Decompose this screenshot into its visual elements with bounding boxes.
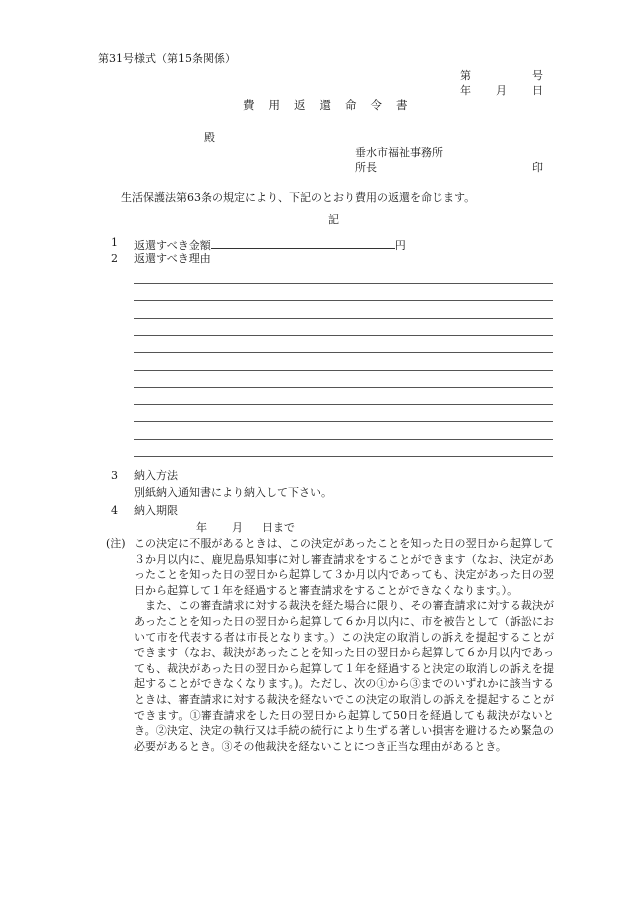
- note-body: [134, 536, 554, 754]
- intro-text: 生活保護法第63条の規定により、下記のとおり費用の返還を命じます。: [121, 191, 476, 204]
- item-2-label: 返還すべき理由: [134, 252, 211, 265]
- item-1-unit: 円: [394, 239, 406, 252]
- reason-line: [134, 370, 553, 371]
- reason-line: [134, 421, 553, 422]
- reason-line: [134, 352, 553, 353]
- reason-line: [134, 387, 553, 388]
- form-header: 第31号様式（第15条関係）: [98, 52, 236, 65]
- reason-line: [134, 456, 553, 457]
- document-title: 費用返還命令書: [243, 98, 422, 112]
- item-1-label: 返還すべき金額: [134, 239, 211, 252]
- reason-line: [134, 335, 553, 336]
- number-suffix: 号: [532, 69, 543, 82]
- reason-line: [134, 300, 553, 301]
- deadline-month: 月: [232, 521, 243, 534]
- item-4-number: 4: [111, 504, 118, 517]
- deadline-year: 年: [196, 521, 207, 534]
- item-3-number: 3: [111, 469, 118, 482]
- addressee-suffix: 殿: [204, 131, 215, 144]
- note-paragraph-1: この決定に不服があるときは、この決定があったことを知った日の翌日から起算して３か月以内に、鹿児島県知事に対し審査請求をすることができます（なお、決定があったことを知った日の翌日から起算して３か月以内であっても、決定があった日の翌日から起算して１年を経過すると審査請求をすることができなくなります。）。: [134, 537, 554, 597]
- ki-heading: 記: [328, 213, 339, 226]
- amount-blank-line: [211, 236, 395, 249]
- reason-line: [134, 439, 553, 440]
- deadline-day-until: 日まで: [262, 521, 295, 534]
- reason-line: [134, 283, 553, 284]
- issuer-office: 垂水市福祉事務所: [355, 146, 443, 159]
- seal-mark: 印: [532, 161, 543, 174]
- item-1-row: [134, 236, 406, 253]
- date-year: 年: [460, 84, 471, 97]
- number-prefix: 第: [460, 69, 471, 82]
- reason-line: [134, 318, 553, 319]
- item-4-label: 納入期限: [134, 504, 178, 517]
- issuer-title: 所長: [355, 161, 377, 174]
- date-day: 日: [532, 84, 543, 97]
- note-prefix: (注): [106, 537, 126, 550]
- item-2-number: 2: [111, 252, 118, 265]
- reason-line: [134, 404, 553, 405]
- item-1-number: 1: [111, 236, 118, 249]
- note-paragraph-2: また、この審査請求に対する裁決を経た場合に限り、その審査請求に対する裁決があったことを知った日の翌日から起算して６か月以内に、市を被告として（訴訟において市を代表する者は市長となります。）この決定の取消しの訴えを提起することができます（なお、裁決があったことを知った日の翌日から起算して６か月以内であっても、裁決があった日の翌日から起算して１年を経過すると決定の取消しの訴えを提起することができなくなります。)。ただし、次の①から③までのいずれかに該当するときは、審査請求に対する裁決を経ないでこの決定の取消しの訴えを提起することができます。①審査請求をした日の翌日から起算して50日を経過しても裁決がないとき。②決定、決定の執行又は手続の続行により生ずる著しい損害を避けるため緊急の必要があるとき。③その他裁決を経ないことにつき正当な理由があるとき。: [134, 599, 554, 753]
- item-3-label: 納入方法: [134, 469, 178, 482]
- item-3-detail: 別紙納入通知書により納入して下さい。: [134, 486, 332, 499]
- date-month: 月: [496, 84, 507, 97]
